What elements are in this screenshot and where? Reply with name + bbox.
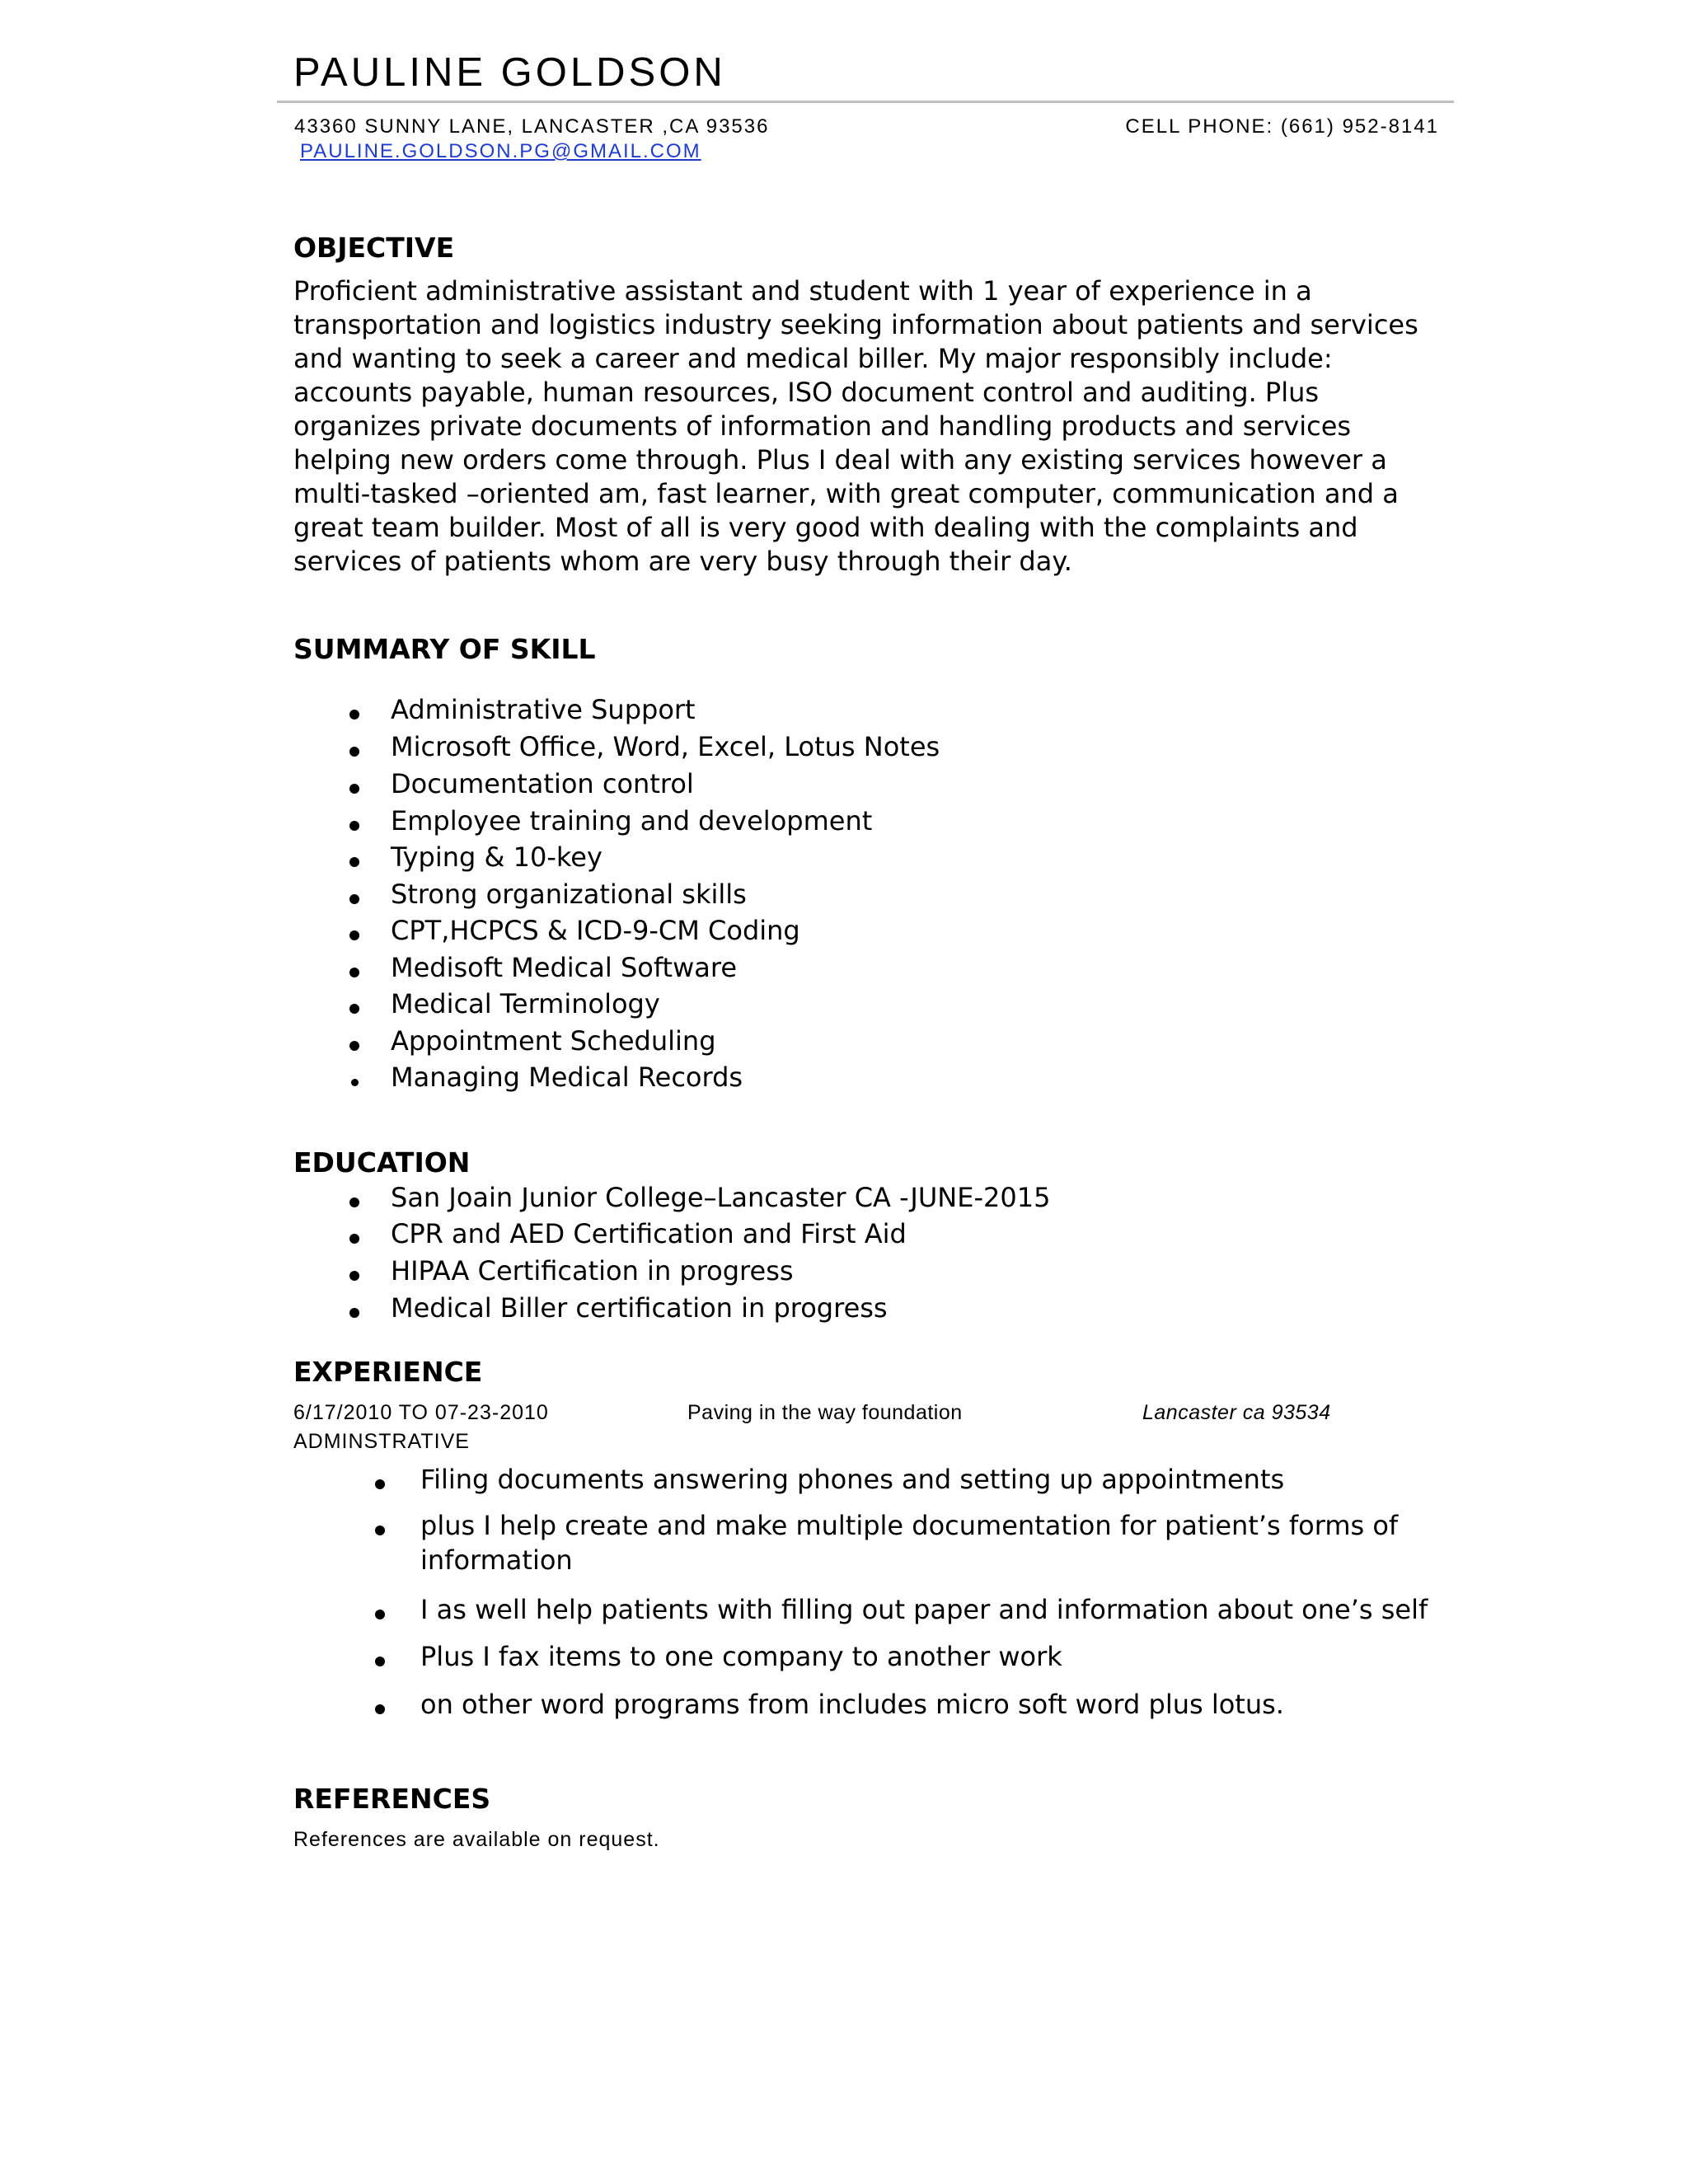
list-item: Medical Biller certification in progress <box>391 1292 888 1324</box>
bullet-icon <box>349 784 359 794</box>
education-heading: EDUCATION <box>293 1146 471 1179</box>
bullet-icon <box>375 1657 385 1666</box>
bullet-icon <box>349 968 359 977</box>
skills-heading: SUMMARY OF SKILL <box>293 633 596 665</box>
mailing-address: 43360 SUNNY LANE, LANCASTER ,CA 93536 <box>294 115 770 138</box>
list-item: Employee training and development <box>391 805 873 837</box>
list-item: Typing & 10-key <box>391 841 603 873</box>
bullet-icon <box>349 1308 359 1318</box>
list-item: Managing Medical Records <box>391 1062 743 1093</box>
experience-dates: 6/17/2010 TO 07-23-2010 <box>293 1401 549 1424</box>
bullet-icon <box>349 747 359 757</box>
references-heading: REFERENCES <box>293 1783 491 1815</box>
list-item: Strong organizational skills <box>391 879 747 910</box>
bullet-icon <box>375 1704 385 1714</box>
list-item: CPR and AED Certification and First Aid <box>391 1218 907 1249</box>
list-item: HIPAA Certification in progress <box>391 1255 794 1286</box>
bullet-icon <box>351 1079 359 1086</box>
list-item: Microsoft Office, Word, Excel, Lotus Notes <box>391 731 940 762</box>
objective-line: and wanting to seek a career and medical biller. My major responsibly include: <box>293 343 1333 374</box>
bullet-icon <box>349 1041 359 1051</box>
bullet-icon <box>349 710 359 719</box>
list-item: Filing documents answering phones and setting up appointments <box>420 1464 1285 1495</box>
experience-title: ADMINSTRATIVE <box>293 1430 470 1453</box>
bullet-icon <box>349 1004 359 1014</box>
objective-line: organizes private documents of information and handling products and services <box>293 410 1352 442</box>
bullet-icon <box>349 1271 359 1281</box>
bullet-icon <box>349 857 359 867</box>
objective-heading: OBJECTIVE <box>293 232 455 264</box>
experience-organization: Paving in the way foundation <box>687 1401 963 1424</box>
bullet-icon <box>375 1479 385 1489</box>
list-item: CPT,HCPCS & ICD-9-CM Coding <box>391 915 800 946</box>
list-item: Appointment Scheduling <box>391 1025 716 1057</box>
experience-location: Lancaster ca 93534 <box>1142 1401 1331 1424</box>
objective-line: multi-tasked –oriented am, fast learner, with great computer, communication and a <box>293 478 1399 509</box>
objective-line: great team builder. Most of all is very good with dealing with the complaints and <box>293 512 1358 543</box>
references-text: References are available on request. <box>293 1828 660 1851</box>
list-item: Administrative Support <box>391 694 696 725</box>
list-item: on other word programs from includes micro soft word plus lotus. <box>420 1689 1284 1720</box>
bullet-icon <box>349 930 359 940</box>
bullet-icon <box>349 1197 359 1207</box>
bullet-icon <box>349 821 359 831</box>
objective-line: transportation and logistics industry seeking information about patients and services <box>293 309 1418 340</box>
candidate-name: PAULINE GOLDSON <box>293 50 726 95</box>
experience-heading: EXPERIENCE <box>293 1356 483 1388</box>
objective-line: services of patients whom are very busy through their day. <box>293 546 1072 577</box>
objective-line: Proficient administrative assistant and student with 1 year of experience in a <box>293 275 1312 307</box>
objective-line: accounts payable, human resources, ISO document control and auditing. Plus <box>293 377 1320 408</box>
list-item: Medical Terminology <box>391 988 660 1019</box>
bullet-icon <box>349 894 359 904</box>
list-item: Plus I fax items to one company to another work <box>420 1641 1062 1672</box>
objective-line: helping new orders come through. Plus I deal with any existing services however a <box>293 444 1387 476</box>
cell-phone: CELL PHONE: (661) 952-8141 <box>1125 115 1439 138</box>
bullet-icon <box>375 1526 385 1535</box>
list-item: Documentation control <box>391 768 694 799</box>
list-item: I as well help patients with filling out paper and information about one’s self <box>420 1594 1428 1625</box>
list-item: San Joain Junior College–Lancaster CA -JUNE-2015 <box>391 1182 1051 1213</box>
email-link[interactable]: PAULINE.GOLDSON.PG@GMAIL.COM <box>300 140 701 162</box>
bullet-icon <box>349 1234 359 1244</box>
objective-paragraph <box>293 274 1447 579</box>
list-item: information <box>420 1544 573 1576</box>
bullet-icon <box>375 1610 385 1619</box>
list-item: Medisoft Medical Software <box>391 952 737 983</box>
list-item: plus I help create and make multiple documentation for patient’s forms of <box>420 1510 1399 1541</box>
header-divider <box>277 101 1454 103</box>
